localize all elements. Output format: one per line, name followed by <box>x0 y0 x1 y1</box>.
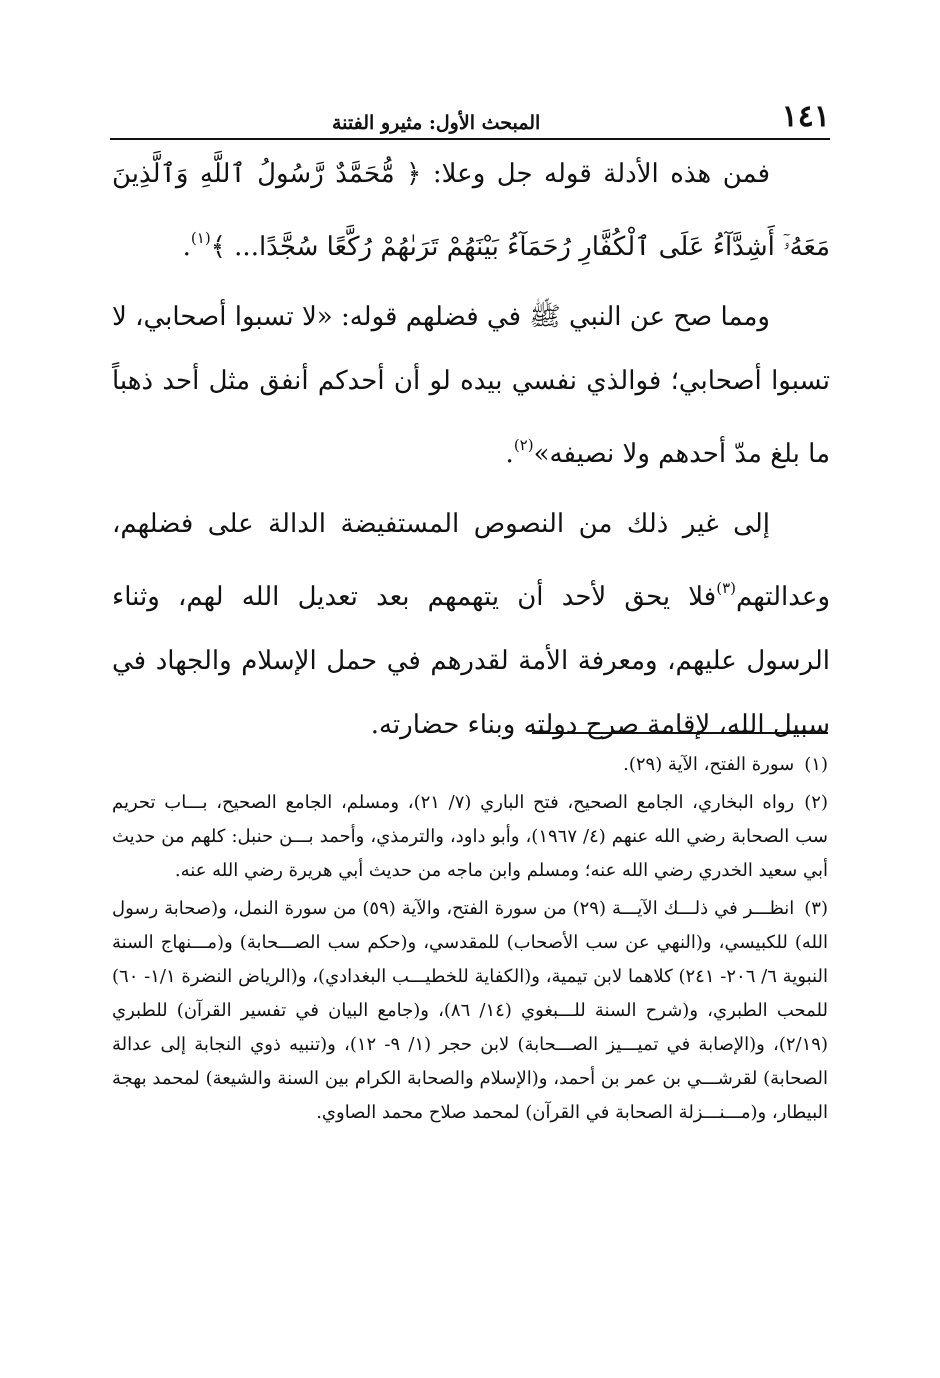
footnotes <box>112 748 828 1134</box>
footnote-ref-3: (٣) <box>716 579 736 597</box>
paragraph-conclusion <box>112 492 830 757</box>
page-number: ١٤١ <box>781 99 830 134</box>
footnote-3 <box>112 892 828 1130</box>
page-header <box>112 100 830 134</box>
main-text <box>112 142 830 763</box>
footnote-ref-2: (٢) <box>513 436 534 454</box>
running-head: المبحث الأول: مثيرو الفتنة <box>332 112 541 134</box>
footnote-separator <box>532 732 828 734</box>
paragraph-text: إلى غير ذلك من النصوص المستفيضة الدالة على فضلهم، وعدالتهم <box>112 509 830 612</box>
header-rule <box>110 138 830 140</box>
footnote-number: (٣) <box>804 898 828 919</box>
footnote-text: انظـــر في ذلـــك الآيـــة (٢٩) من سورة الفتح، والآية (٥٩) من سورة النمل، و(صحابة رسول الله) للكبيسي، و(النهي عن سب الأصحاب) للمقدسي، و(حكم سب الصـــحابة) و(مـــنهاج السنة النبوية ٦/ ٢٠٦- ٢٤١) كلاهما لابن تيمية، و(الكفاية للخطيـــب البغدادي)، و(الرياض النضرة ١/١- ٦٠) للمحب الطبري، و(شرح السنة للـــبغوي (١٤/ ٨٦)، و(جامع البيان في تفسير القرآن) للطبري (٢/١٩)، و(الإصابة في تميـــيز الصـــحابة) لابن حجر (١/ ٩- ١٢)، و(تنبيه ذوي النجابة إلى عدالة الصحابة) لقرشـــي بن عمر بن أحمد، و(الإسلام والصحابة الكرام بين السنة والشيعة) لمحمد بهجة البيطار، و(مـــنـــزلة الصحابة في القرآن) لمحمد صلاح محمد الصاوي. <box>112 898 828 1123</box>
footnote-text: رواه البخاري، الجامع الصحيح، فتح الباري (٧/ ٢١)، ومسلم، الجامع الصحيح، بـــاب تحريم سب الصحابة رضي الله عنهم (٤/ ١٩٦٧)، وأبو داود، والترمذي، وأحمد بـــن حنبل: كلهم من حديث أبي سعيد الخدري رضي الله عنه؛ ومسلم وابن ماجه من حديث أبي هريرة رضي الله عنه. <box>112 792 828 881</box>
footnote-ref-1: (١) <box>190 229 211 247</box>
footnote-number: (٢) <box>804 792 828 813</box>
footnote-number: (١) <box>804 754 828 775</box>
footnote-2 <box>112 786 828 888</box>
paragraph-text: فلا يحق لأحد أن يتهمهم بعد تعديل الله لهم، وثناء الرسول عليهم، ومعرفة الأمة لقدرهم في حمل الإسلام والجهاد في سبيل الله، لإقامة صرح دولته وبناء حضارته. <box>112 582 830 740</box>
paragraph-quran-verse: فمن هذه الأدلة قوله جل وعلا: ﴿ مُّحَمَّدٌ رَّسُولُ ٱللَّهِ وَٱلَّذِينَ مَعَهُۥٓ أَشِدَّآءُ عَلَى ٱلْكُفَّارِ رُحَمَآءُ بَيْنَهُمْ تَرَىٰهُمْ رُكَّعًا سُجَّدًا... ﴾$^{(١)}$. <box>112 159 830 262</box>
paragraph-text: فمن هذه الأدلة قوله جل وعلا: ﴿ مُّحَمَّدٌ رَّسُولُ ٱللَّهِ وَٱلَّذِينَ مَعَهُۥٓ أَشِدَّآءُ عَلَى ٱلْكُفَّارِ رُحَمَآءُ بَيْنَهُمْ تَرَىٰهُمْ رُكَّعًا سُجَّدًا... ﴾ <box>112 159 830 262</box>
footnote-1 <box>112 748 828 782</box>
paragraph-hadith: ومما صح عن النبي ﷺ في فضلهم قوله: «لا تسبوا أصحابي، لا تسبوا أصحابي؛ فوالذي نفسي بيده لو أن أحدكم أنفق مثل أحد ذهباً ما بلغ مدّ أحدهم ولا نصيفه»$^{(٢)}$. <box>112 302 830 469</box>
paragraph-text: ومما صح عن النبي ﷺ في فضلهم قوله: «لا تسبوا أصحابي، لا تسبوا أصحابي؛ فوالذي نفسي بيده لو أن أحدكم أنفق مثل أحد ذهباً ما بلغ مدّ أحدهم ولا نصيفه» <box>112 302 830 469</box>
footnote-text: سورة الفتح، الآية (٢٩). <box>623 754 795 775</box>
